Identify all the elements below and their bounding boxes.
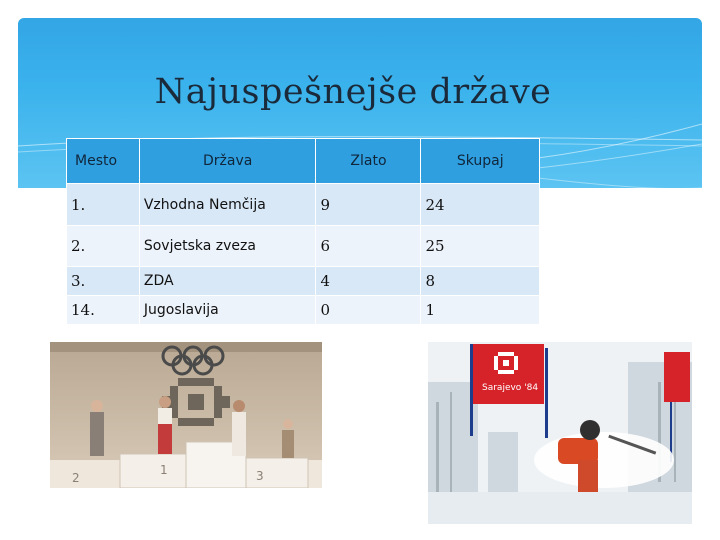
table-row xyxy=(67,267,540,296)
second-gate-banner xyxy=(664,352,690,402)
table-header-row xyxy=(67,139,540,184)
header-mesto: Mesto xyxy=(67,139,140,184)
slide-title: Najuspešnejše države xyxy=(154,72,552,112)
table-row xyxy=(67,184,540,226)
skier-illustration xyxy=(428,342,692,524)
podium-photo xyxy=(50,342,322,488)
cell-mesto: 1. xyxy=(67,184,140,226)
cell-drzava: Vzhodna Nemčija xyxy=(139,184,316,226)
cell-drzava: ZDA xyxy=(139,267,316,296)
cell-drzava: Jugoslavija xyxy=(139,296,316,325)
table-row xyxy=(67,226,540,267)
podium-number: 3 xyxy=(256,469,264,483)
cell-drzava: Sovjetska zveza xyxy=(139,226,316,267)
header-drzava: Država xyxy=(139,139,316,184)
cell-zlato: 0 xyxy=(316,296,421,325)
medals-table xyxy=(66,138,540,325)
cell-mesto: 2. xyxy=(67,226,140,267)
podium-number: 2 xyxy=(72,471,80,485)
cell-zlato: 6 xyxy=(316,226,421,267)
table-row xyxy=(67,296,540,325)
banner-text: Sarajevo '84 xyxy=(482,383,539,393)
cell-zlato: 9 xyxy=(316,184,421,226)
podium-number: 1 xyxy=(160,463,168,477)
cell-mesto: 14. xyxy=(67,296,140,325)
cell-skupaj: 24 xyxy=(421,184,540,226)
podium-illustration xyxy=(50,342,322,488)
cell-skupaj: 8 xyxy=(421,267,540,296)
cell-skupaj: 25 xyxy=(421,226,540,267)
header-zlato: Zlato xyxy=(316,139,421,184)
cell-zlato: 4 xyxy=(316,267,421,296)
header-skupaj: Skupaj xyxy=(421,139,540,184)
cell-skupaj: 1 xyxy=(421,296,540,325)
skier-photo xyxy=(428,342,692,524)
cell-mesto: 3. xyxy=(67,267,140,296)
